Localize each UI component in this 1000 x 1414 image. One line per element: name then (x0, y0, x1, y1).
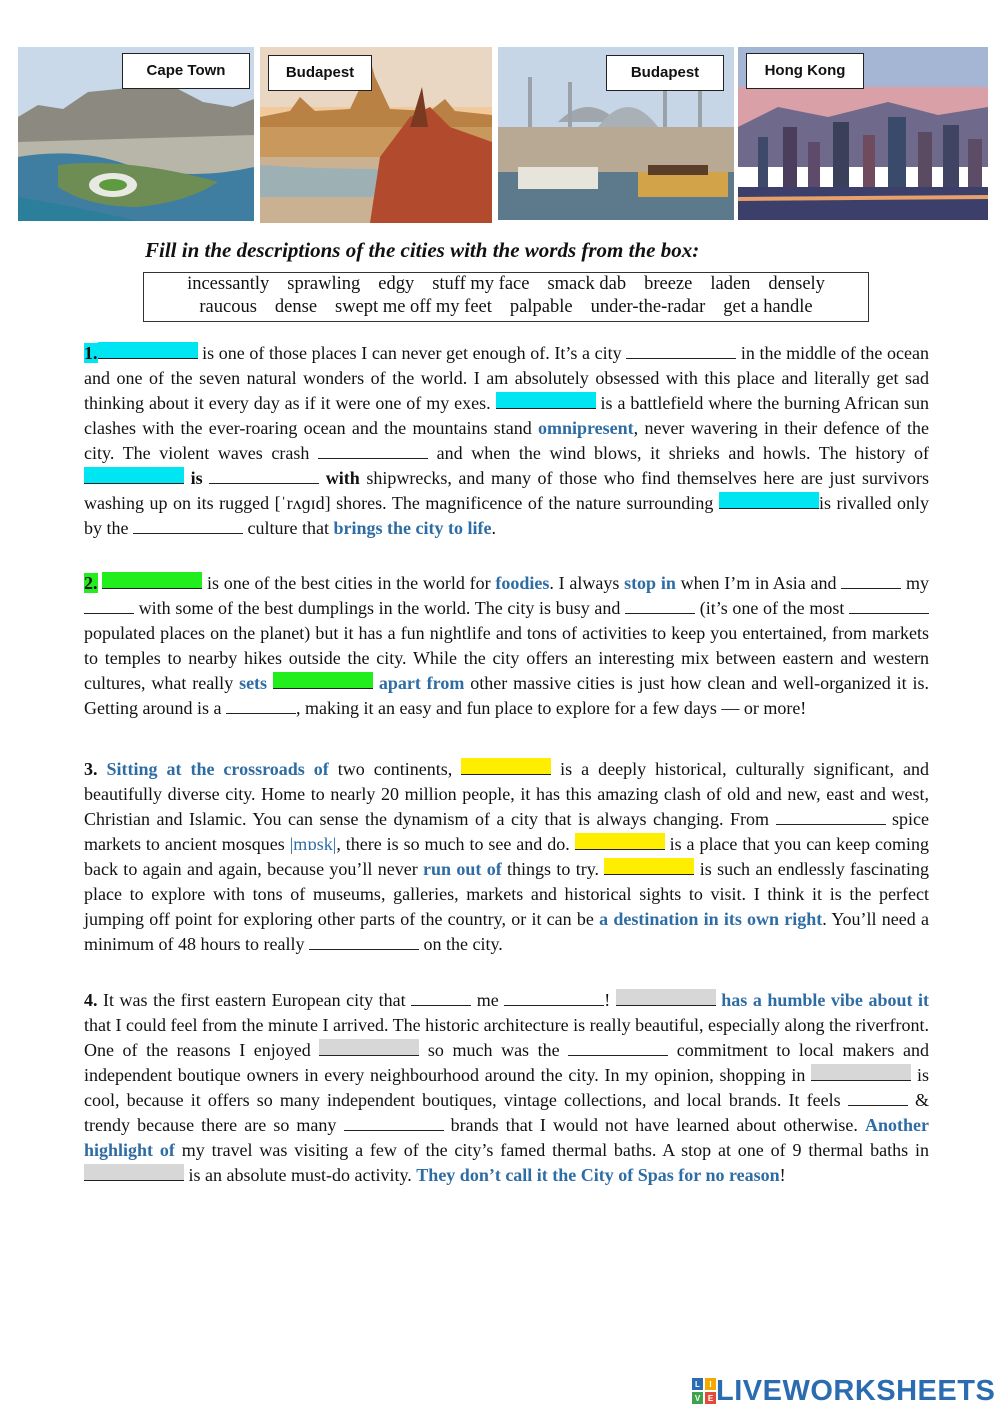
word-option: sprawling (287, 274, 361, 294)
key-word: is (190, 468, 203, 488)
word-box (143, 272, 869, 322)
text: when I’m in Asia and (675, 573, 842, 593)
key-phrase: stop in (624, 573, 676, 593)
instructions: Fill in the descriptions of the cities with the words from the box: (145, 238, 700, 262)
key-phrase: apart from (378, 673, 465, 693)
answer-blank[interactable] (811, 1064, 911, 1081)
word-option: smack dab (547, 274, 627, 294)
text: with some of the best dumplings in the world. The city is busy and (134, 598, 626, 618)
text: is an absolute must-do activity. (184, 1165, 417, 1185)
paragraph-number: 2. (84, 573, 98, 593)
answer-blank[interactable] (604, 858, 694, 875)
answer-blank[interactable] (226, 697, 296, 714)
city-label-budapest-2: Budapest (606, 55, 724, 91)
word-option: densely (768, 274, 825, 294)
answer-blank[interactable] (848, 1089, 908, 1106)
text: on the city. (418, 934, 503, 954)
logo-icon-letter: L (695, 1380, 700, 1389)
answer-blank[interactable] (98, 342, 198, 359)
key-phrase: They don’t call it the City of Spas for no reason (416, 1165, 780, 1185)
text: . You’ll need a minimum of 48 hours to really (84, 909, 929, 954)
paragraph-number: 1. (84, 343, 98, 363)
text: my travel was visiting a few of the city’s famed thermal baths. A stop at one of 9 thermal baths in (174, 1140, 929, 1160)
text: brands that I would not have learned about otherwise. (443, 1115, 866, 1135)
liveworksheets-logo (692, 1375, 995, 1407)
answer-blank[interactable] (84, 467, 184, 484)
answer-blank[interactable] (568, 1039, 668, 1056)
word-option: incessantly (187, 274, 270, 294)
word-option: laden (710, 274, 751, 294)
text: is such an endlessly fascinating place to explore with tons of museums, galleries, markets and historical sights to visit. I think it is the perfect jumping off point for exploring other parts of the country, or it can be (84, 859, 930, 929)
text: commitment to local makers and independent boutique owners in every neighbourhood around the city. In my opinion, shopping in (84, 1040, 929, 1085)
text: is cool, because it offers so many independent boutiques, vintage collections, and local brands. It feels (84, 1065, 929, 1110)
answer-blank[interactable] (102, 572, 202, 589)
paragraph-1 (84, 341, 929, 541)
text: ! (604, 990, 616, 1010)
answer-blank[interactable] (719, 492, 819, 509)
key-phrase: Another highlight of (84, 1115, 930, 1160)
word-option: raucous (199, 297, 257, 317)
text: two continents, (328, 759, 462, 779)
key-phrase: sets (239, 673, 268, 693)
text: culture that (243, 518, 334, 538)
answer-blank[interactable] (504, 989, 604, 1006)
key-phrase: run out of (423, 859, 502, 879)
text: It was the first eastern European city that (97, 990, 412, 1010)
logo-icon-letter: E (707, 1394, 714, 1403)
text: that I could feel from the minute I arrived. The historic architecture is really beautiful, especially along the riverfront. One of the reasons I enjoyed (84, 1015, 929, 1060)
answer-blank[interactable] (318, 442, 428, 459)
text: & trendy because there are so many (84, 1090, 929, 1135)
photo-strip (18, 47, 988, 223)
key-phrase: Sitting at the crossroads of (106, 759, 329, 779)
city-label-cape-town: Cape Town (122, 53, 250, 89)
answer-blank[interactable] (133, 517, 243, 534)
text: , never wavering in their defence of the city. The violent waves crash (84, 418, 929, 463)
paragraph-number: 3. (84, 759, 98, 779)
paragraph-3 (84, 757, 929, 957)
word-option: dense (274, 297, 318, 317)
word-option: palpable (509, 297, 573, 317)
answer-blank[interactable] (776, 808, 886, 825)
text: me (471, 990, 505, 1010)
logo-text: LIVEWORKSHEETS (716, 1374, 996, 1407)
key-phrase: has a humble vibe about it (721, 990, 929, 1010)
text: is one of those places I can never get enough of. It’s a city (197, 343, 627, 363)
city-label-hong-kong: Hong Kong (746, 53, 864, 89)
text: spice markets to ancient mosques (84, 809, 930, 854)
text: , there is so much to see and do. (336, 834, 575, 854)
paragraph-2 (84, 571, 929, 721)
text: other massive cities is just how clean and well-organized it is. Getting around is a (84, 673, 929, 718)
logo-blocks-icon (692, 1378, 716, 1404)
text: (it’s one of the most (695, 598, 849, 618)
text: is a place that you can keep coming back to again and again, because you’ll never (84, 834, 930, 879)
text: is one of the best cities in the world for (202, 573, 496, 593)
word-box-row-2 (144, 296, 868, 319)
word-option: breeze (644, 274, 693, 294)
text: and when the wind blows, it shrieks and howls. The history of (428, 443, 930, 463)
word-option: get a handle (723, 297, 813, 317)
answer-blank[interactable] (626, 342, 736, 359)
answer-blank[interactable] (309, 933, 419, 950)
word-option: edgy (378, 274, 415, 294)
answer-blank[interactable] (209, 467, 319, 484)
text: . (491, 518, 496, 538)
text: is a deeply historical, culturally significant, and beautifully diverse city. Home to nearly 20 million people, it has this amazing clash of old and new, east and west, Christian and Islamic. You can sense the dynamism of a city that is always changing. From (84, 759, 929, 829)
text: in the middle of the ocean and one of the seven natural wonders of the world. I am absolutely obsessed with this place and literally get sad thinking about it every day as if it were one of my exes. (84, 343, 930, 413)
paragraph-number: 4. (84, 990, 98, 1010)
text: shipwrecks, and many of those who find themselves here are just survivors washing up on its rugged [ˈrʌɡɪd] shores. The magnificence of the nature surrounding (84, 468, 930, 513)
text: my (901, 573, 929, 593)
answer-blank[interactable] (841, 572, 901, 589)
answer-blank[interactable] (575, 833, 665, 850)
answer-blank[interactable] (411, 989, 471, 1006)
word-option: stuff my face (432, 274, 530, 294)
key-phrase: omnipresent (538, 418, 634, 438)
text: populated places on the planet) but it has a fun nightlife and tons of activities to keep you entertained, from markets to temples to nearby hikes outside the city. While the city offers an interesting mix between eastern and western cultures, what really (84, 623, 929, 693)
answer-blank[interactable] (319, 1039, 419, 1056)
text: . I always (549, 573, 625, 593)
text: is rivalled only by the (84, 493, 930, 538)
word-option: swept me off my feet (335, 297, 492, 317)
answer-blank[interactable] (84, 1164, 184, 1181)
city-label-budapest-1: Budapest (268, 55, 372, 91)
answer-blank[interactable] (273, 672, 373, 689)
logo-icon-letter: V (694, 1394, 701, 1403)
key-phrase: brings the city to life (333, 518, 492, 538)
answer-blank[interactable] (625, 597, 695, 614)
answer-blank[interactable] (849, 597, 929, 614)
text: , making it an easy and fun place to explore for a few days — or more! (295, 698, 807, 718)
answer-blank[interactable] (496, 392, 596, 409)
logo-icon-letter: I (709, 1380, 712, 1389)
answer-blank[interactable] (616, 989, 716, 1006)
word-option: under-the-radar (590, 297, 706, 317)
key-phrase: foodies (495, 573, 550, 593)
answer-blank[interactable] (84, 597, 134, 614)
word-box-row-1 (144, 273, 868, 296)
answer-blank[interactable] (344, 1114, 444, 1131)
text: things to try. (501, 859, 605, 879)
answer-blank[interactable] (461, 758, 551, 775)
key-word: with (325, 468, 360, 488)
text: ! (779, 1165, 786, 1185)
phonetic-transcription: |mɒsk| (289, 834, 337, 854)
key-phrase: a destination in its own right (599, 909, 823, 929)
text: is a battlefield where the burning African sun clashes with the ever-roaring ocean and the mountains stand (84, 393, 929, 438)
text: so much was the (419, 1040, 569, 1060)
paragraph-4 (84, 988, 929, 1188)
